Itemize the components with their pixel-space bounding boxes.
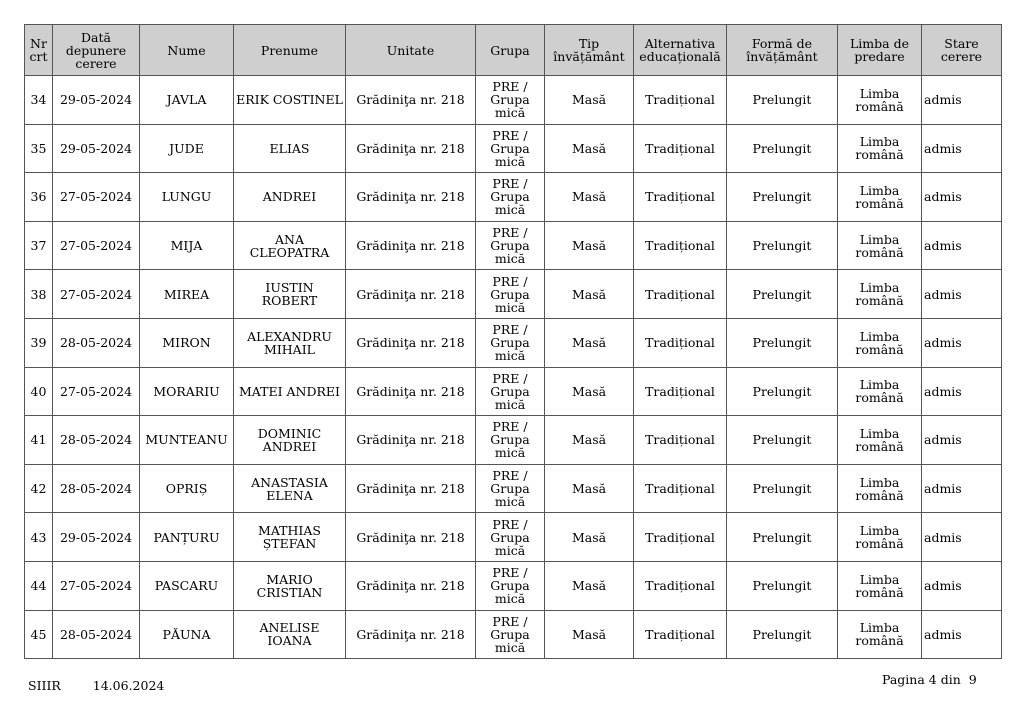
cell-limba-predare: Limba română [838, 318, 922, 367]
cell-data-depunere: 27-05-2024 [53, 173, 140, 222]
header-stare-cerere: Stare cerere [922, 25, 1002, 76]
cell-nume: JUDE [140, 124, 234, 173]
cell-limba-predare: Limba română [838, 464, 922, 513]
cell-nr-crt: 39 [25, 318, 53, 367]
header-limba-predare: Limba de predare [838, 25, 922, 76]
cell-stare-cerere: admis [922, 464, 1002, 513]
cell-grupa: PRE / Grupa mică [476, 610, 545, 659]
cell-grupa: PRE / Grupa mică [476, 513, 545, 562]
table-body [25, 76, 1002, 659]
cell-nume: PANȚURU [140, 513, 234, 562]
cell-prenume: DOMINIC ANDREI [234, 416, 346, 465]
table-row [25, 270, 1002, 319]
cell-nr-crt: 43 [25, 513, 53, 562]
cell-limba-predare: Limba română [838, 76, 922, 125]
table-row [25, 76, 1002, 125]
cell-tip-invatamant: Masă [545, 464, 634, 513]
cell-data-depunere: 27-05-2024 [53, 270, 140, 319]
header-tip-invatamant: Tip învățământ [545, 25, 634, 76]
cell-unitate: Grădiniţa nr. 218 [346, 173, 476, 222]
table-row [25, 610, 1002, 659]
cell-limba-predare: Limba română [838, 124, 922, 173]
cell-unitate: Grădiniţa nr. 218 [346, 124, 476, 173]
cell-grupa: PRE / Grupa mică [476, 124, 545, 173]
cell-nume: LUNGU [140, 173, 234, 222]
cell-tip-invatamant: Masă [545, 173, 634, 222]
cell-nr-crt: 36 [25, 173, 53, 222]
cell-nr-crt: 41 [25, 416, 53, 465]
cell-tip-invatamant: Masă [545, 513, 634, 562]
cell-stare-cerere: admis [922, 367, 1002, 416]
cell-alternativa: Tradițional [634, 561, 727, 610]
cell-alternativa: Tradițional [634, 610, 727, 659]
cell-data-depunere: 27-05-2024 [53, 367, 140, 416]
cell-forma-invatamant: Prelungit [727, 318, 838, 367]
cell-forma-invatamant: Prelungit [727, 221, 838, 270]
cell-limba-predare: Limba română [838, 513, 922, 562]
cell-tip-invatamant: Masă [545, 367, 634, 416]
cell-nume: MIREA [140, 270, 234, 319]
cell-forma-invatamant: Prelungit [727, 513, 838, 562]
cell-nume: MUNTEANU [140, 416, 234, 465]
cell-grupa: PRE / Grupa mică [476, 561, 545, 610]
cell-alternativa: Tradițional [634, 416, 727, 465]
cell-forma-invatamant: Prelungit [727, 464, 838, 513]
cell-alternativa: Tradițional [634, 221, 727, 270]
table-row [25, 561, 1002, 610]
cell-stare-cerere: admis [922, 318, 1002, 367]
cell-stare-cerere: admis [922, 173, 1002, 222]
cell-prenume: ANASTASIA ELENA [234, 464, 346, 513]
cell-grupa: PRE / Grupa mică [476, 76, 545, 125]
header-prenume: Prenume [234, 25, 346, 76]
cell-forma-invatamant: Prelungit [727, 367, 838, 416]
cell-prenume: ANDREI [234, 173, 346, 222]
cell-limba-predare: Limba română [838, 367, 922, 416]
footer-left [28, 678, 192, 693]
cell-alternativa: Tradițional [634, 513, 727, 562]
cell-stare-cerere: admis [922, 610, 1002, 659]
cell-nume: JAVLA [140, 76, 234, 125]
cell-prenume: ERIK COSTINEL [234, 76, 346, 125]
cell-grupa: PRE / Grupa mică [476, 318, 545, 367]
cell-data-depunere: 27-05-2024 [53, 561, 140, 610]
admission-table [24, 24, 1002, 659]
cell-data-depunere: 29-05-2024 [53, 76, 140, 125]
cell-nume: OPRIȘ [140, 464, 234, 513]
cell-forma-invatamant: Prelungit [727, 124, 838, 173]
cell-data-depunere: 28-05-2024 [53, 318, 140, 367]
header-unitate: Unitate [346, 25, 476, 76]
cell-alternativa: Tradițional [634, 76, 727, 125]
cell-limba-predare: Limba română [838, 561, 922, 610]
cell-nume: MORARIU [140, 367, 234, 416]
cell-nr-crt: 42 [25, 464, 53, 513]
cell-unitate: Grădiniţa nr. 218 [346, 367, 476, 416]
cell-tip-invatamant: Masă [545, 561, 634, 610]
cell-alternativa: Tradițional [634, 318, 727, 367]
cell-limba-predare: Limba română [838, 270, 922, 319]
cell-alternativa: Tradițional [634, 173, 727, 222]
header-nr-crt: Nr crt [25, 25, 53, 76]
cell-data-depunere: 29-05-2024 [53, 513, 140, 562]
cell-limba-predare: Limba română [838, 173, 922, 222]
cell-nume: PĂUNA [140, 610, 234, 659]
table-row [25, 513, 1002, 562]
cell-unitate: Grădiniţa nr. 218 [346, 561, 476, 610]
cell-alternativa: Tradițional [634, 124, 727, 173]
cell-nr-crt: 34 [25, 76, 53, 125]
cell-stare-cerere: admis [922, 221, 1002, 270]
footer-page-label: Pagina 4 din [882, 672, 961, 687]
table-header-row [25, 25, 1002, 76]
cell-unitate: Grădiniţa nr. 218 [346, 416, 476, 465]
cell-grupa: PRE / Grupa mică [476, 221, 545, 270]
cell-forma-invatamant: Prelungit [727, 610, 838, 659]
cell-stare-cerere: admis [922, 416, 1002, 465]
cell-nume: MIJA [140, 221, 234, 270]
table-row [25, 367, 1002, 416]
footer-date: 14.06.2024 [92, 678, 165, 693]
cell-nr-crt: 38 [25, 270, 53, 319]
cell-prenume: ELIAS [234, 124, 346, 173]
cell-forma-invatamant: Prelungit [727, 416, 838, 465]
table-row [25, 124, 1002, 173]
footer-system: SIIIR [28, 678, 61, 693]
cell-grupa: PRE / Grupa mică [476, 367, 545, 416]
table-row [25, 221, 1002, 270]
cell-stare-cerere: admis [922, 76, 1002, 125]
table-row [25, 464, 1002, 513]
header-alternativa: Alternativa educațională [634, 25, 727, 76]
cell-forma-invatamant: Prelungit [727, 561, 838, 610]
table-row [25, 318, 1002, 367]
header-nume: Nume [140, 25, 234, 76]
cell-stare-cerere: admis [922, 513, 1002, 562]
cell-unitate: Grădiniţa nr. 218 [346, 76, 476, 125]
cell-unitate: Grădiniţa nr. 218 [346, 318, 476, 367]
cell-grupa: PRE / Grupa mică [476, 270, 545, 319]
cell-nr-crt: 35 [25, 124, 53, 173]
cell-forma-invatamant: Prelungit [727, 270, 838, 319]
cell-unitate: Grădiniţa nr. 218 [346, 464, 476, 513]
cell-limba-predare: Limba română [838, 221, 922, 270]
cell-unitate: Grădiniţa nr. 218 [346, 513, 476, 562]
cell-unitate: Grădiniţa nr. 218 [346, 270, 476, 319]
table-row [25, 173, 1002, 222]
cell-limba-predare: Limba română [838, 610, 922, 659]
cell-data-depunere: 27-05-2024 [53, 221, 140, 270]
cell-unitate: Grădiniţa nr. 218 [346, 221, 476, 270]
footer-page-total: 9 [968, 672, 977, 687]
cell-tip-invatamant: Masă [545, 318, 634, 367]
cell-nr-crt: 44 [25, 561, 53, 610]
cell-prenume: IUSTIN ROBERT [234, 270, 346, 319]
cell-prenume: MATHIAS ȘTEFAN [234, 513, 346, 562]
cell-grupa: PRE / Grupa mică [476, 464, 545, 513]
cell-tip-invatamant: Masă [545, 610, 634, 659]
cell-unitate: Grădiniţa nr. 218 [346, 610, 476, 659]
cell-alternativa: Tradițional [634, 464, 727, 513]
cell-tip-invatamant: Masă [545, 416, 634, 465]
cell-alternativa: Tradițional [634, 367, 727, 416]
cell-limba-predare: Limba română [838, 416, 922, 465]
header-data-depunere: Dată depunere cerere [53, 25, 140, 76]
cell-data-depunere: 28-05-2024 [53, 610, 140, 659]
cell-nume: MIRON [140, 318, 234, 367]
cell-nr-crt: 37 [25, 221, 53, 270]
cell-prenume: ALEXANDRU MIHAIL [234, 318, 346, 367]
table-row [25, 416, 1002, 465]
cell-tip-invatamant: Masă [545, 124, 634, 173]
header-grupa: Grupa [476, 25, 545, 76]
cell-prenume: MARIO CRISTIAN [234, 561, 346, 610]
cell-nr-crt: 45 [25, 610, 53, 659]
cell-tip-invatamant: Masă [545, 270, 634, 319]
cell-stare-cerere: admis [922, 270, 1002, 319]
cell-prenume: MATEI ANDREI [234, 367, 346, 416]
cell-grupa: PRE / Grupa mică [476, 416, 545, 465]
cell-data-depunere: 29-05-2024 [53, 124, 140, 173]
cell-forma-invatamant: Prelungit [727, 76, 838, 125]
cell-alternativa: Tradițional [634, 270, 727, 319]
cell-stare-cerere: admis [922, 124, 1002, 173]
footer-page-info [882, 672, 981, 687]
header-forma-invatamant: Formă de învățământ [727, 25, 838, 76]
cell-nume: PASCARU [140, 561, 234, 610]
cell-prenume: ANA CLEOPATRA [234, 221, 346, 270]
cell-tip-invatamant: Masă [545, 221, 634, 270]
cell-nr-crt: 40 [25, 367, 53, 416]
cell-data-depunere: 28-05-2024 [53, 464, 140, 513]
cell-stare-cerere: admis [922, 561, 1002, 610]
cell-prenume: ANELISE IOANA [234, 610, 346, 659]
cell-grupa: PRE / Grupa mică [476, 173, 545, 222]
cell-tip-invatamant: Masă [545, 76, 634, 125]
cell-forma-invatamant: Prelungit [727, 173, 838, 222]
cell-data-depunere: 28-05-2024 [53, 416, 140, 465]
